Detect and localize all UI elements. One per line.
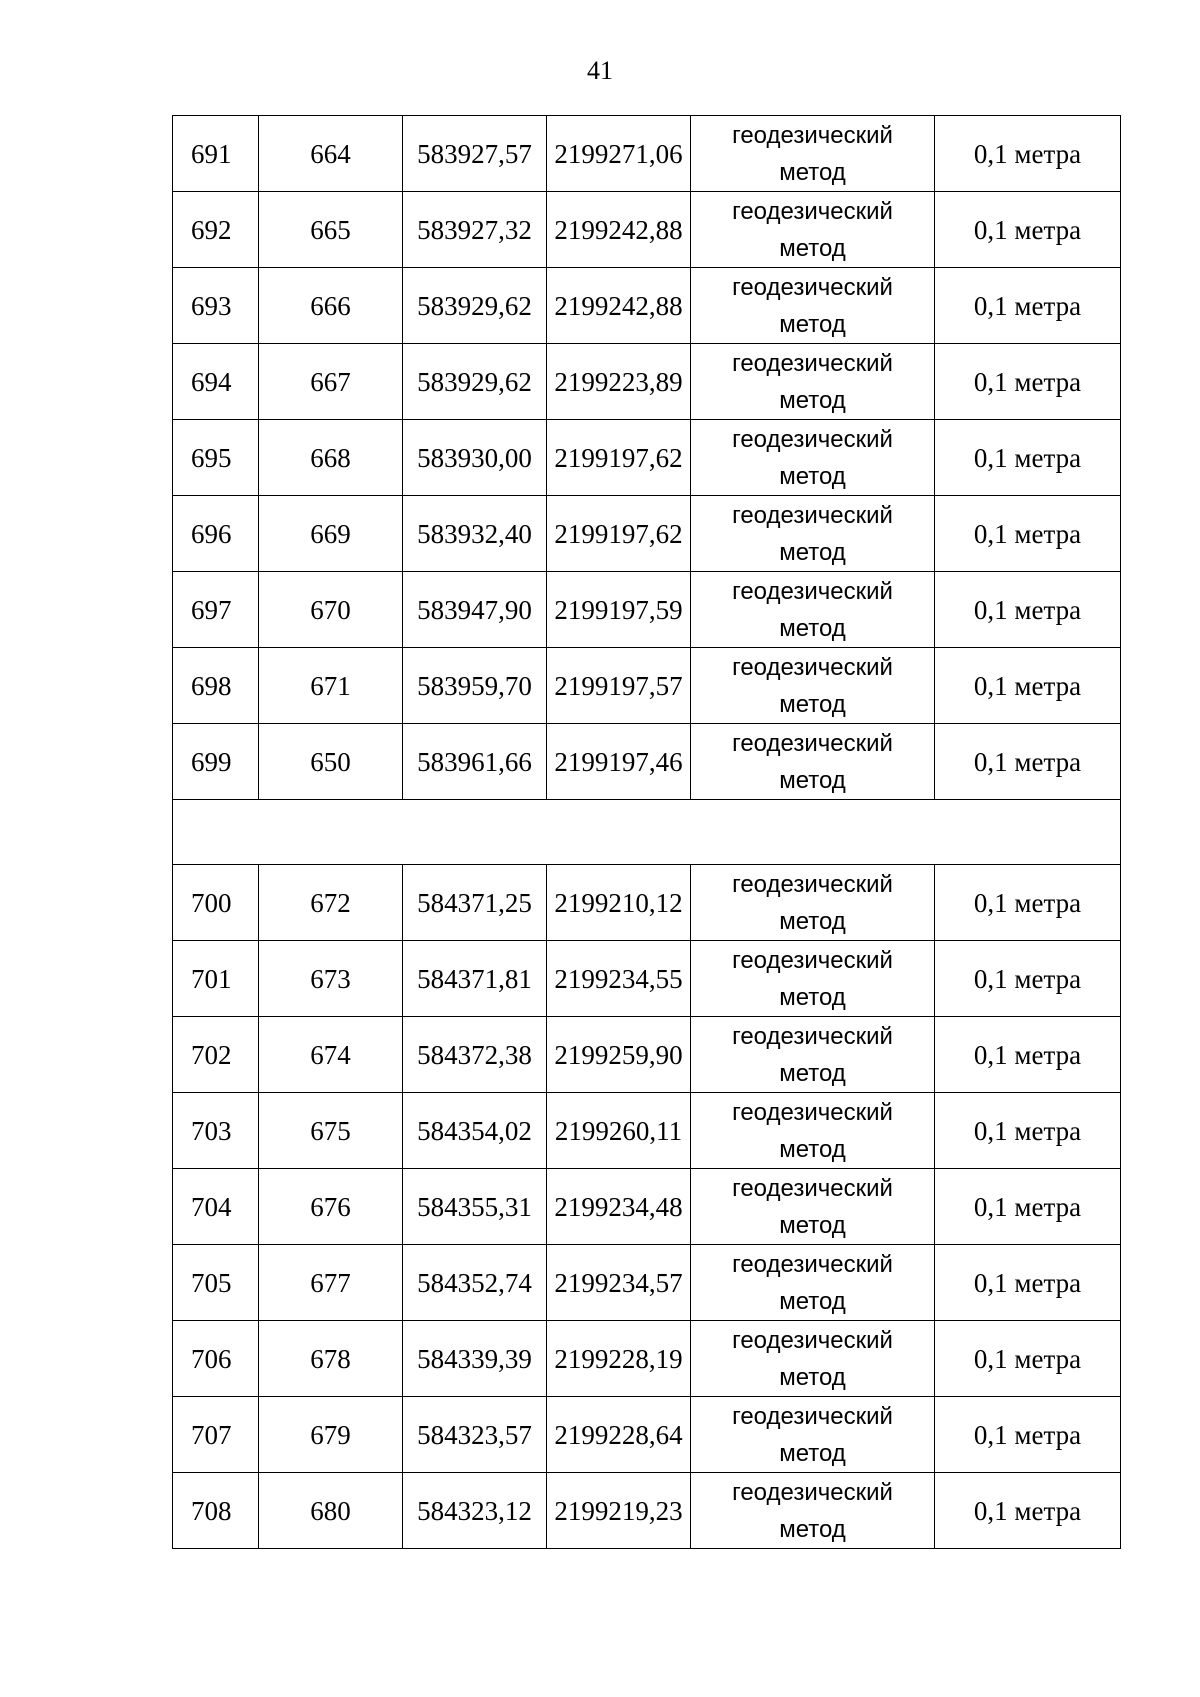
point-number: 678 (259, 1321, 403, 1397)
method-line-1: геодезический (732, 197, 893, 225)
coordinate-y: 2199234,57 (547, 1245, 691, 1321)
table-row (173, 116, 1121, 192)
accuracy: 0,1 метра (935, 1473, 1121, 1549)
accuracy: 0,1 метра (935, 941, 1121, 1017)
method-cell (691, 268, 935, 344)
coordinate-x: 583927,32 (403, 192, 547, 268)
page-number: 41 (587, 56, 613, 85)
table-row (173, 865, 1121, 941)
row-number: 704 (173, 1169, 259, 1245)
method-cell (691, 1017, 935, 1093)
method-line-1: геодезический (732, 425, 893, 453)
coordinates-table (172, 115, 1121, 1549)
table-row (173, 496, 1121, 572)
method-line-2: метод (779, 1439, 846, 1467)
accuracy: 0,1 метра (935, 344, 1121, 420)
table-row (173, 1093, 1121, 1169)
method-line-2: метод (779, 310, 846, 338)
method-cell (691, 941, 935, 1017)
coordinate-y: 2199242,88 (547, 268, 691, 344)
coordinate-y: 2199210,12 (547, 865, 691, 941)
coordinate-y: 2199260,11 (547, 1093, 691, 1169)
method-line-2: метод (779, 907, 846, 935)
method-line-2: метод (779, 234, 846, 262)
method-line-1: геодезический (732, 870, 893, 898)
point-number: 671 (259, 648, 403, 724)
coordinates-table-body (173, 116, 1121, 1549)
coordinate-x: 584355,31 (403, 1169, 547, 1245)
table-row (173, 648, 1121, 724)
method-line-2: метод (779, 386, 846, 414)
point-number: 670 (259, 572, 403, 648)
point-number: 665 (259, 192, 403, 268)
coordinate-x: 584339,39 (403, 1321, 547, 1397)
coordinate-x: 583961,66 (403, 724, 547, 800)
method-line-1: геодезический (732, 729, 893, 757)
method-line-1: геодезический (732, 946, 893, 974)
method-line-2: метод (779, 1287, 846, 1315)
method-line-2: метод (779, 690, 846, 718)
method-line-1: геодезический (732, 273, 893, 301)
row-number: 705 (173, 1245, 259, 1321)
row-number: 693 (173, 268, 259, 344)
coordinate-x: 583929,62 (403, 344, 547, 420)
accuracy: 0,1 метра (935, 268, 1121, 344)
accuracy: 0,1 метра (935, 724, 1121, 800)
coordinate-x: 583930,00 (403, 420, 547, 496)
row-number: 699 (173, 724, 259, 800)
method-cell (691, 1093, 935, 1169)
coordinate-x: 584323,57 (403, 1397, 547, 1473)
point-number: 672 (259, 865, 403, 941)
method-line-1: геодезический (732, 1250, 893, 1278)
row-number: 707 (173, 1397, 259, 1473)
coordinate-y: 2199234,48 (547, 1169, 691, 1245)
point-number: 673 (259, 941, 403, 1017)
table-row (173, 572, 1121, 648)
method-line-2: метод (779, 766, 846, 794)
row-number: 698 (173, 648, 259, 724)
method-cell (691, 420, 935, 496)
accuracy: 0,1 метра (935, 116, 1121, 192)
point-number: 664 (259, 116, 403, 192)
coordinate-x: 584323,12 (403, 1473, 547, 1549)
method-cell (691, 192, 935, 268)
point-number: 650 (259, 724, 403, 800)
table-row (173, 1169, 1121, 1245)
accuracy: 0,1 метра (935, 648, 1121, 724)
point-number: 679 (259, 1397, 403, 1473)
table-row (173, 724, 1121, 800)
method-line-1: геодезический (732, 653, 893, 681)
table-row (173, 1321, 1121, 1397)
point-number: 667 (259, 344, 403, 420)
table-row (173, 268, 1121, 344)
coordinate-y: 2199242,88 (547, 192, 691, 268)
method-line-1: геодезический (732, 349, 893, 377)
table-row (173, 192, 1121, 268)
table-row (173, 1473, 1121, 1549)
row-number: 702 (173, 1017, 259, 1093)
row-number: 706 (173, 1321, 259, 1397)
method-cell (691, 1169, 935, 1245)
coordinate-x: 584354,02 (403, 1093, 547, 1169)
accuracy: 0,1 метра (935, 572, 1121, 648)
coordinate-x: 584371,25 (403, 865, 547, 941)
coordinate-x: 583929,62 (403, 268, 547, 344)
point-number: 675 (259, 1093, 403, 1169)
coordinate-y: 2199223,89 (547, 344, 691, 420)
row-number: 694 (173, 344, 259, 420)
method-cell (691, 1321, 935, 1397)
row-number: 696 (173, 496, 259, 572)
point-number: 677 (259, 1245, 403, 1321)
accuracy: 0,1 метра (935, 865, 1121, 941)
method-line-1: геодезический (732, 1022, 893, 1050)
coordinate-y: 2199197,59 (547, 572, 691, 648)
separator-cell (173, 800, 1121, 865)
method-cell (691, 344, 935, 420)
method-line-1: геодезический (732, 121, 893, 149)
method-line-2: метод (779, 983, 846, 1011)
method-cell (691, 572, 935, 648)
method-line-2: метод (779, 1211, 846, 1239)
method-line-1: геодезический (732, 1402, 893, 1430)
method-cell (691, 648, 935, 724)
row-number: 703 (173, 1093, 259, 1169)
coordinate-x: 584352,74 (403, 1245, 547, 1321)
row-number: 692 (173, 192, 259, 268)
accuracy: 0,1 метра (935, 1169, 1121, 1245)
method-cell (691, 865, 935, 941)
method-line-1: геодезический (732, 1174, 893, 1202)
method-line-2: метод (779, 462, 846, 490)
method-line-2: метод (779, 1135, 846, 1163)
point-number: 674 (259, 1017, 403, 1093)
point-number: 669 (259, 496, 403, 572)
table-row (173, 1017, 1121, 1093)
point-number: 666 (259, 268, 403, 344)
accuracy: 0,1 метра (935, 1245, 1121, 1321)
accuracy: 0,1 метра (935, 1017, 1121, 1093)
coordinate-y: 2199197,62 (547, 496, 691, 572)
table-row (173, 941, 1121, 1017)
point-number: 680 (259, 1473, 403, 1549)
method-cell (691, 724, 935, 800)
point-number: 668 (259, 420, 403, 496)
coordinate-y: 2199259,90 (547, 1017, 691, 1093)
method-line-2: метод (779, 1363, 846, 1391)
method-line-2: метод (779, 614, 846, 642)
coordinate-x: 583947,90 (403, 572, 547, 648)
method-cell (691, 1245, 935, 1321)
row-number: 708 (173, 1473, 259, 1549)
method-line-1: геодезический (732, 501, 893, 529)
coordinate-x: 584371,81 (403, 941, 547, 1017)
accuracy: 0,1 метра (935, 192, 1121, 268)
coordinate-x: 583932,40 (403, 496, 547, 572)
method-cell (691, 496, 935, 572)
coordinate-y: 2199271,06 (547, 116, 691, 192)
accuracy: 0,1 метра (935, 420, 1121, 496)
separator-row (173, 800, 1121, 865)
coordinate-y: 2199228,19 (547, 1321, 691, 1397)
row-number: 697 (173, 572, 259, 648)
accuracy: 0,1 метра (935, 496, 1121, 572)
accuracy: 0,1 метра (935, 1093, 1121, 1169)
row-number: 700 (173, 865, 259, 941)
method-line-1: геодезический (732, 1326, 893, 1354)
method-line-1: геодезический (732, 577, 893, 605)
method-cell (691, 1397, 935, 1473)
row-number: 701 (173, 941, 259, 1017)
method-line-2: метод (779, 1059, 846, 1087)
coordinate-x: 583927,57 (403, 116, 547, 192)
accuracy: 0,1 метра (935, 1397, 1121, 1473)
coordinate-y: 2199197,57 (547, 648, 691, 724)
row-number: 695 (173, 420, 259, 496)
method-line-2: метод (779, 158, 846, 186)
coordinate-y: 2199228,64 (547, 1397, 691, 1473)
method-line-2: метод (779, 1515, 846, 1543)
table-row (173, 420, 1121, 496)
coordinate-y: 2199197,62 (547, 420, 691, 496)
row-number: 691 (173, 116, 259, 192)
table-row (173, 1397, 1121, 1473)
coordinate-y: 2199197,46 (547, 724, 691, 800)
point-number: 676 (259, 1169, 403, 1245)
method-line-1: геодезический (732, 1478, 893, 1506)
table-row (173, 344, 1121, 420)
accuracy: 0,1 метра (935, 1321, 1121, 1397)
coordinate-x: 583959,70 (403, 648, 547, 724)
method-line-1: геодезический (732, 1098, 893, 1126)
method-cell (691, 1473, 935, 1549)
coordinate-x: 584372,38 (403, 1017, 547, 1093)
coordinate-y: 2199234,55 (547, 941, 691, 1017)
method-cell (691, 116, 935, 192)
coordinate-y: 2199219,23 (547, 1473, 691, 1549)
method-line-2: метод (779, 538, 846, 566)
table-row (173, 1245, 1121, 1321)
